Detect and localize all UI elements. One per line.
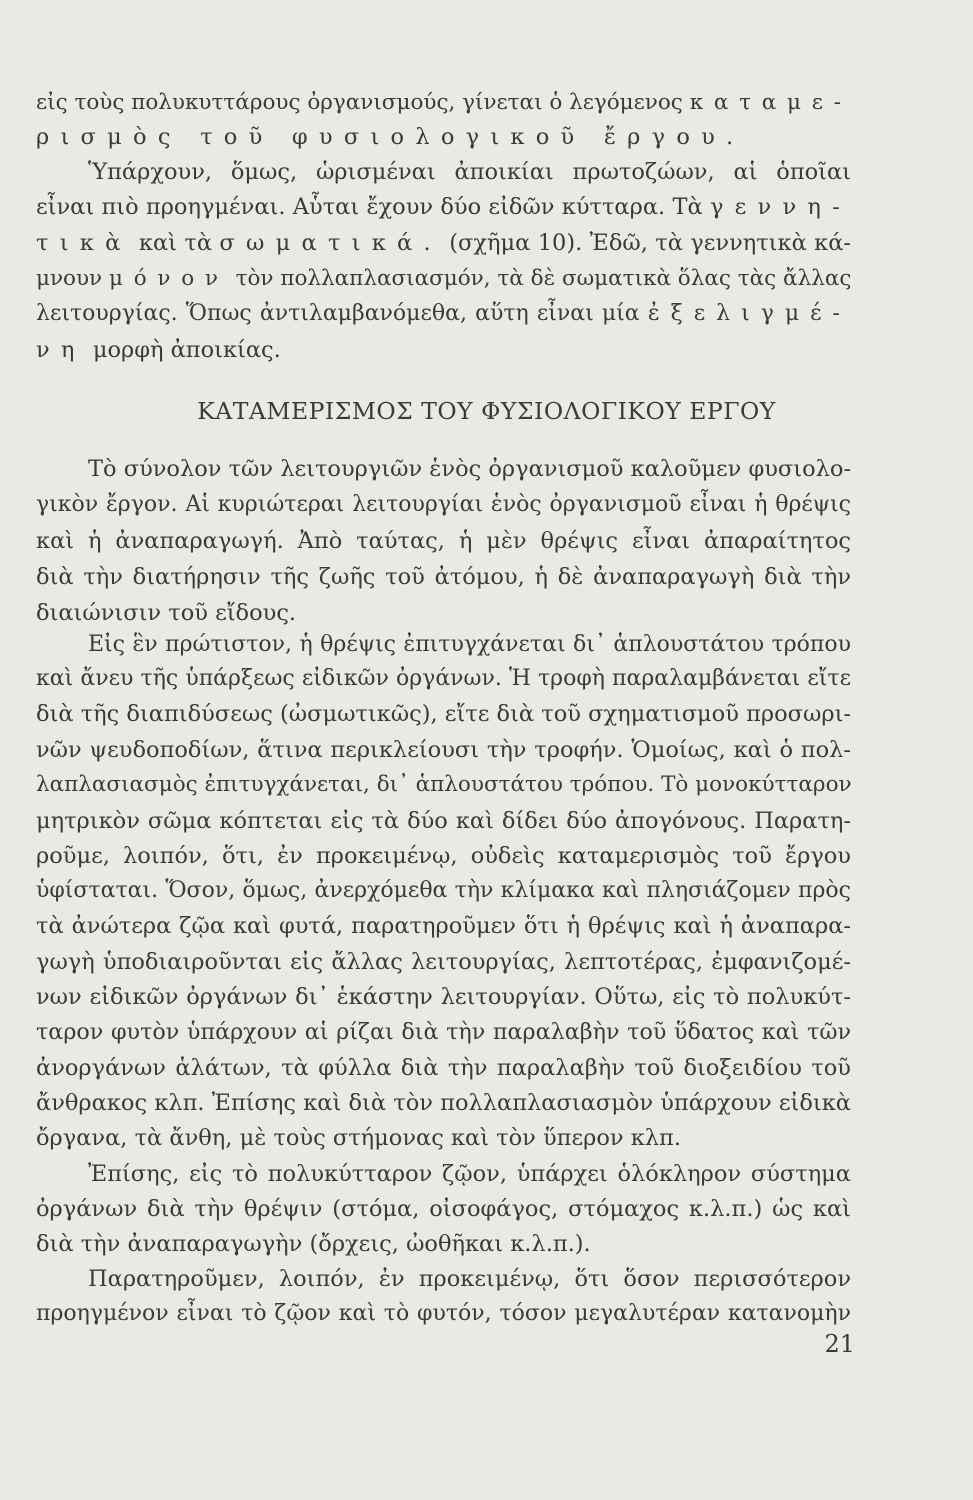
text-line: μητρικὸν σῶμα κόπτεται εἰς τὰ δύο καὶ δίδει δύο ἀπογόνους. Παρατη- bbox=[36, 808, 851, 834]
spaced-emphasis: μόνον bbox=[108, 266, 229, 291]
text-line: διὰ τὴν ἀναπαραγωγὴν (ὄρχεις, ὠοθῆκαι κ.λ.π.). bbox=[36, 1231, 591, 1257]
spaced-emphasis: σωματικά. bbox=[219, 230, 442, 256]
text-line: γικὸν ἔργον. Αἱ κυριώτεραι λειτουργίαι ἑνὸς ὀργανισμοῦ εἶναι ἡ θρέψις bbox=[36, 492, 851, 517]
text-line: προηγμένον εἶναι τὸ ζῷον καὶ τὸ φυτόν, τόσον μεγαλυτέραν κατανομὴν bbox=[36, 1301, 851, 1326]
text-line bbox=[36, 155, 851, 189]
spaced-emphasis: τικὰ bbox=[36, 230, 132, 256]
text-line: ἀνοργάνων ἁλάτων, τὰ φύλλα διὰ τὴν παραλαβὴν τοῦ διοξειδίου τοῦ bbox=[36, 1055, 851, 1081]
text-segment: τὸν πολλαπλασιασμόν, τὰ δὲ σωματικὰ ὅλας τὰς ἄλλας bbox=[235, 266, 852, 291]
text-segment: καὶ τὰ bbox=[138, 230, 213, 256]
text-line: διὰ τὴν διατήρησιν τῆς ζωῆς τοῦ ἀτόμου, ἡ δὲ ἀναπαραγωγὴ διὰ τὴν bbox=[36, 564, 851, 590]
text-line: Εἰς ἓν πρώτιστον, ἡ θρέψις ἐπιτυγχάνεται δι᾽ ἁπλουστάτου τρόπου bbox=[88, 632, 851, 657]
text-line bbox=[36, 333, 851, 367]
spaced-emphasis: καταμε- bbox=[689, 90, 852, 115]
text-line bbox=[36, 297, 851, 331]
text-line: καὶ ἡ ἀναπαραγωγή. Ἀπὸ ταύτας, ἡ μὲν θρέψις εἶναι ἀπαραίτητος bbox=[36, 528, 851, 554]
text-line: διαιώνισιν τοῦ εἴδους. bbox=[36, 600, 297, 626]
text-line bbox=[36, 226, 851, 260]
spaced-emphasis: γεννη- bbox=[709, 194, 851, 220]
text-segment: (σχῆμα 10). Ἐδῶ, τὰ γεννητικὰ κά- bbox=[449, 230, 852, 256]
text-segment: λειτουργίας. Ὅπως ἀντιλαμβανόμεθα, αὕτη εἶναι μία bbox=[36, 301, 640, 326]
text-segment: εἰς τοὺς πολυκυττάρους ὀργανισμούς, γίνεται ὁ λεγόμενος bbox=[36, 90, 683, 115]
text-segment: εἶναι πιὸ προηγμέναι. Αὗται ἔχουν δύο εἰδῶν κύτταρα. Τὰ bbox=[36, 194, 703, 220]
text-line bbox=[36, 190, 851, 224]
spaced-emphasis: νη bbox=[36, 337, 86, 363]
text-line: Τὸ σύνολον τῶν λειτουργιῶν ἑνὸς ὀργανισμοῦ καλοῦμεν φυσιολο- bbox=[88, 456, 852, 482]
spaced-emphasis: ἐξελιγμέ- bbox=[647, 301, 851, 326]
text-line: ταρον φυτὸν ὑπάρχουν αἱ ρίζαι διὰ τὴν παραλαβὴν τοῦ ὕδατος καὶ τῶν bbox=[36, 1019, 851, 1045]
text-line bbox=[36, 262, 851, 296]
text-line: καὶ ἄνευ τῆς ὑπάρξεως εἰδικῶν ὀργάνων. Ἡ τροφὴ παραλαμβάνεται εἴτε bbox=[36, 666, 851, 691]
text-line: ὑφίσταται. Ὅσον, ὅμως, ἀνερχόμεθα τὴν κλίμακα καὶ πλησιάζομεν πρὸς bbox=[36, 878, 851, 903]
text-line: νων εἰδικῶν ὀργάνων δι᾽ ἑκάστην λειτουργίαν. Οὕτω, εἰς τὸ πολυκύτ- bbox=[36, 984, 851, 1010]
text-line: νῶν ψευδοποδίων, ἅτινα περικλείουσι τὴν τροφήν. Ὁμοίως, καὶ ὁ πολ- bbox=[36, 737, 851, 763]
page-number: 21 bbox=[824, 1330, 855, 1358]
text-line: ὀργάνων διὰ τὴν θρέψιν (στόμα, οἰσοφάγος, στόμαχος κ.λ.π.) ὡς καὶ bbox=[36, 1196, 851, 1222]
text-line: ροῦμε, λοιπόν, ὅτι, ἐν προκειμένῳ, οὐδεὶς καταμερισμὸς τοῦ ἔργου bbox=[36, 843, 851, 869]
text-line: ὄργανα, τὰ ἄνθη, μὲ τοὺς στήμονας καὶ τὸν ὕπερον κλπ. bbox=[36, 1125, 681, 1151]
text-line: Ἐπίσης, εἰς τὸ πολυκύτταρον ζῷον, ὑπάρχει ὁλόκληρον σύστημα bbox=[88, 1161, 851, 1187]
text-line bbox=[36, 120, 851, 154]
text-line: γωγὴ ὑποδιαιροῦνται εἰς ἄλλας λειτουργίας, λεπτοτέρας, ἐμφανιζομέ- bbox=[36, 949, 851, 975]
text-line: λαπλασιασμὸς ἐπιτυγχάνεται, δι᾽ ἁπλουστάτου τρόπου. Τὸ μονοκύτταρον bbox=[36, 772, 852, 797]
text-segment: Ὑπάρχουν, ὅμως, ὡρισμέναι ἀποικίαι πρωτοζώων, αἱ ὁποῖαι bbox=[88, 159, 851, 185]
section-heading: ΚΑΤΑΜΕΡΙΣΜΟΣ ΤΟΥ ΦΥΣΙΟΛΟΓΙΚΟΥ ΕΡΓΟΥ bbox=[197, 397, 776, 425]
spaced-emphasis: ρισμὸς τοῦ φυσιολογικοῦ ἔργου. bbox=[36, 124, 745, 150]
text-line: διὰ τῆς διαπιδύσεως (ὠσμωτικῶς), εἴτε διὰ τοῦ σχηματισμοῦ προσωρι- bbox=[36, 701, 851, 727]
text-line: ἄνθρακος κλπ. Ἐπίσης καὶ διὰ τὸν πολλαπλασιασμὸν ὑπάρχουν εἰδικὰ bbox=[36, 1090, 851, 1116]
text-segment: μνουν bbox=[36, 266, 103, 291]
text-line bbox=[36, 86, 851, 120]
text-segment: μορφὴ ἀποικίας. bbox=[92, 337, 281, 363]
text-line: τὰ ἀνώτερα ζῷα καὶ φυτά, παρατηροῦμεν ὅτι ἡ θρέψις καὶ ἡ ἀναπαρα- bbox=[36, 913, 851, 939]
text-line: Παρατηροῦμεν, λοιπόν, ἐν προκειμένῳ, ὅτι ὅσον περισσότερον bbox=[88, 1266, 851, 1292]
